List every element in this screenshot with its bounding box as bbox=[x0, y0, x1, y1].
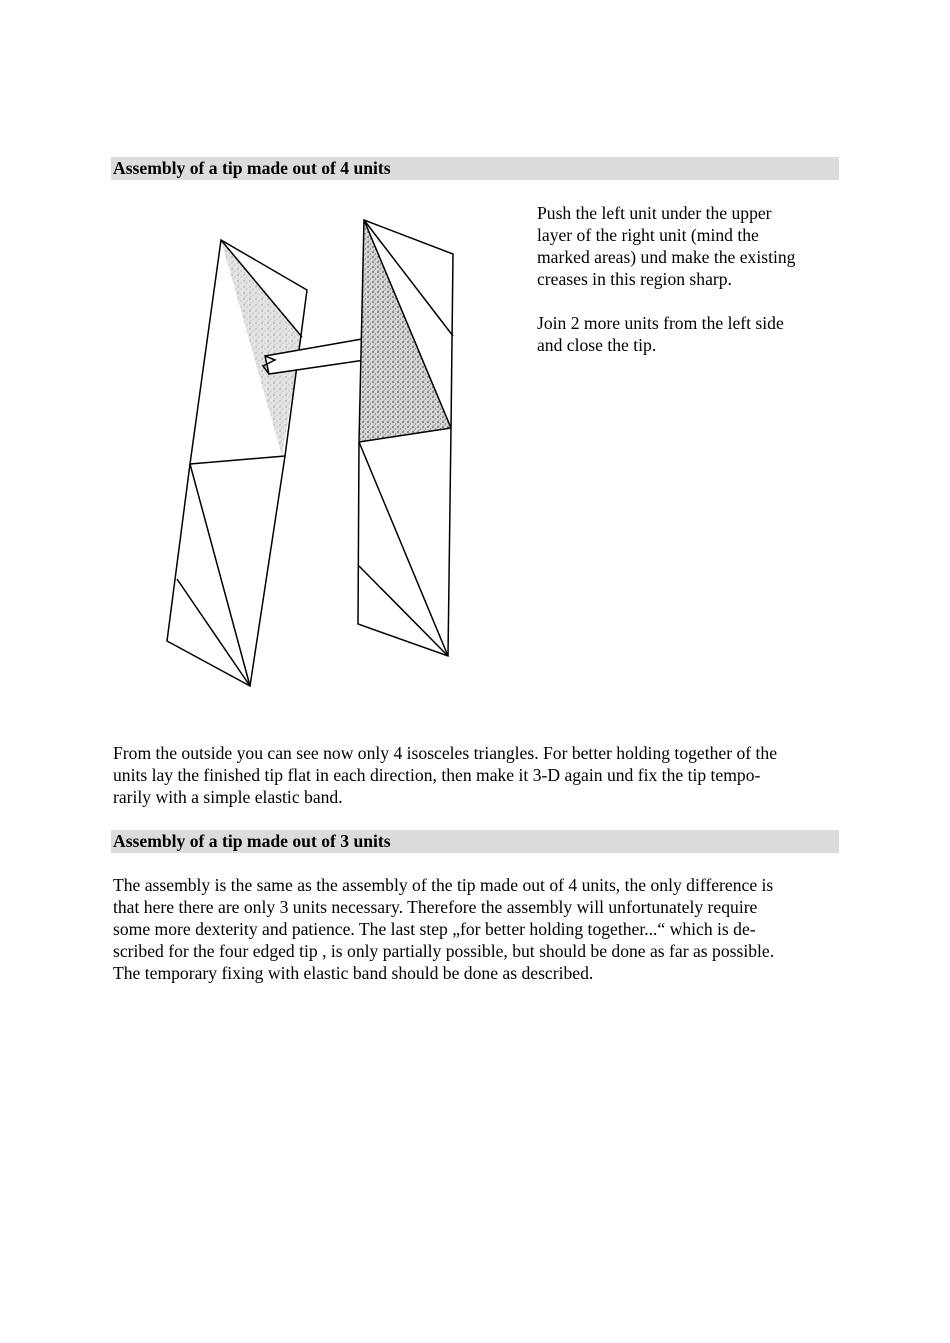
three-unit-paragraph bbox=[113, 874, 843, 984]
text-line: Join 2 more units from the left side bbox=[537, 313, 784, 333]
text-line: rarily with a simple elastic band. bbox=[113, 787, 343, 807]
close-tip-paragraph bbox=[537, 312, 837, 356]
text-line: scribed for the four edged tip , is only partially possible, but should be done as far as possible. bbox=[113, 941, 775, 961]
instruction-paragraph bbox=[537, 202, 837, 290]
text-line: Push the left unit under the upper bbox=[537, 203, 772, 223]
text-line: From the outside you can see now only 4 isosceles triangles. For better holding together of the bbox=[113, 743, 778, 763]
text-line: that here there are only 3 units necessary. Therefore the assembly will unfortunately require bbox=[113, 897, 758, 917]
right-unit bbox=[358, 220, 453, 656]
text-line: some more dexterity and patience. The last step „for better holding together...“ which is de- bbox=[113, 919, 756, 939]
assembly-diagram bbox=[117, 196, 477, 696]
text-line: and close the tip. bbox=[537, 335, 657, 355]
text-line: units lay the finished tip flat in each direction, then make it 3-D again und fix the tip tempo- bbox=[113, 765, 761, 785]
text-line: creases in this region sharp. bbox=[537, 269, 732, 289]
section-heading-3-units: Assembly of a tip made out of 3 units bbox=[111, 830, 839, 853]
text-line: The temporary fixing with elastic band should be done as described. bbox=[113, 963, 594, 983]
text-line: marked areas) und make the existing bbox=[537, 247, 796, 267]
outside-view-paragraph bbox=[113, 742, 843, 808]
text-line: layer of the right unit (mind the bbox=[537, 225, 759, 245]
section-heading-4-units: Assembly of a tip made out of 4 units bbox=[111, 157, 839, 180]
right-unit-marked-area bbox=[359, 220, 451, 442]
text-line: The assembly is the same as the assembly of the tip made out of 4 units, the only difference is bbox=[113, 875, 774, 895]
left-unit bbox=[167, 240, 307, 686]
